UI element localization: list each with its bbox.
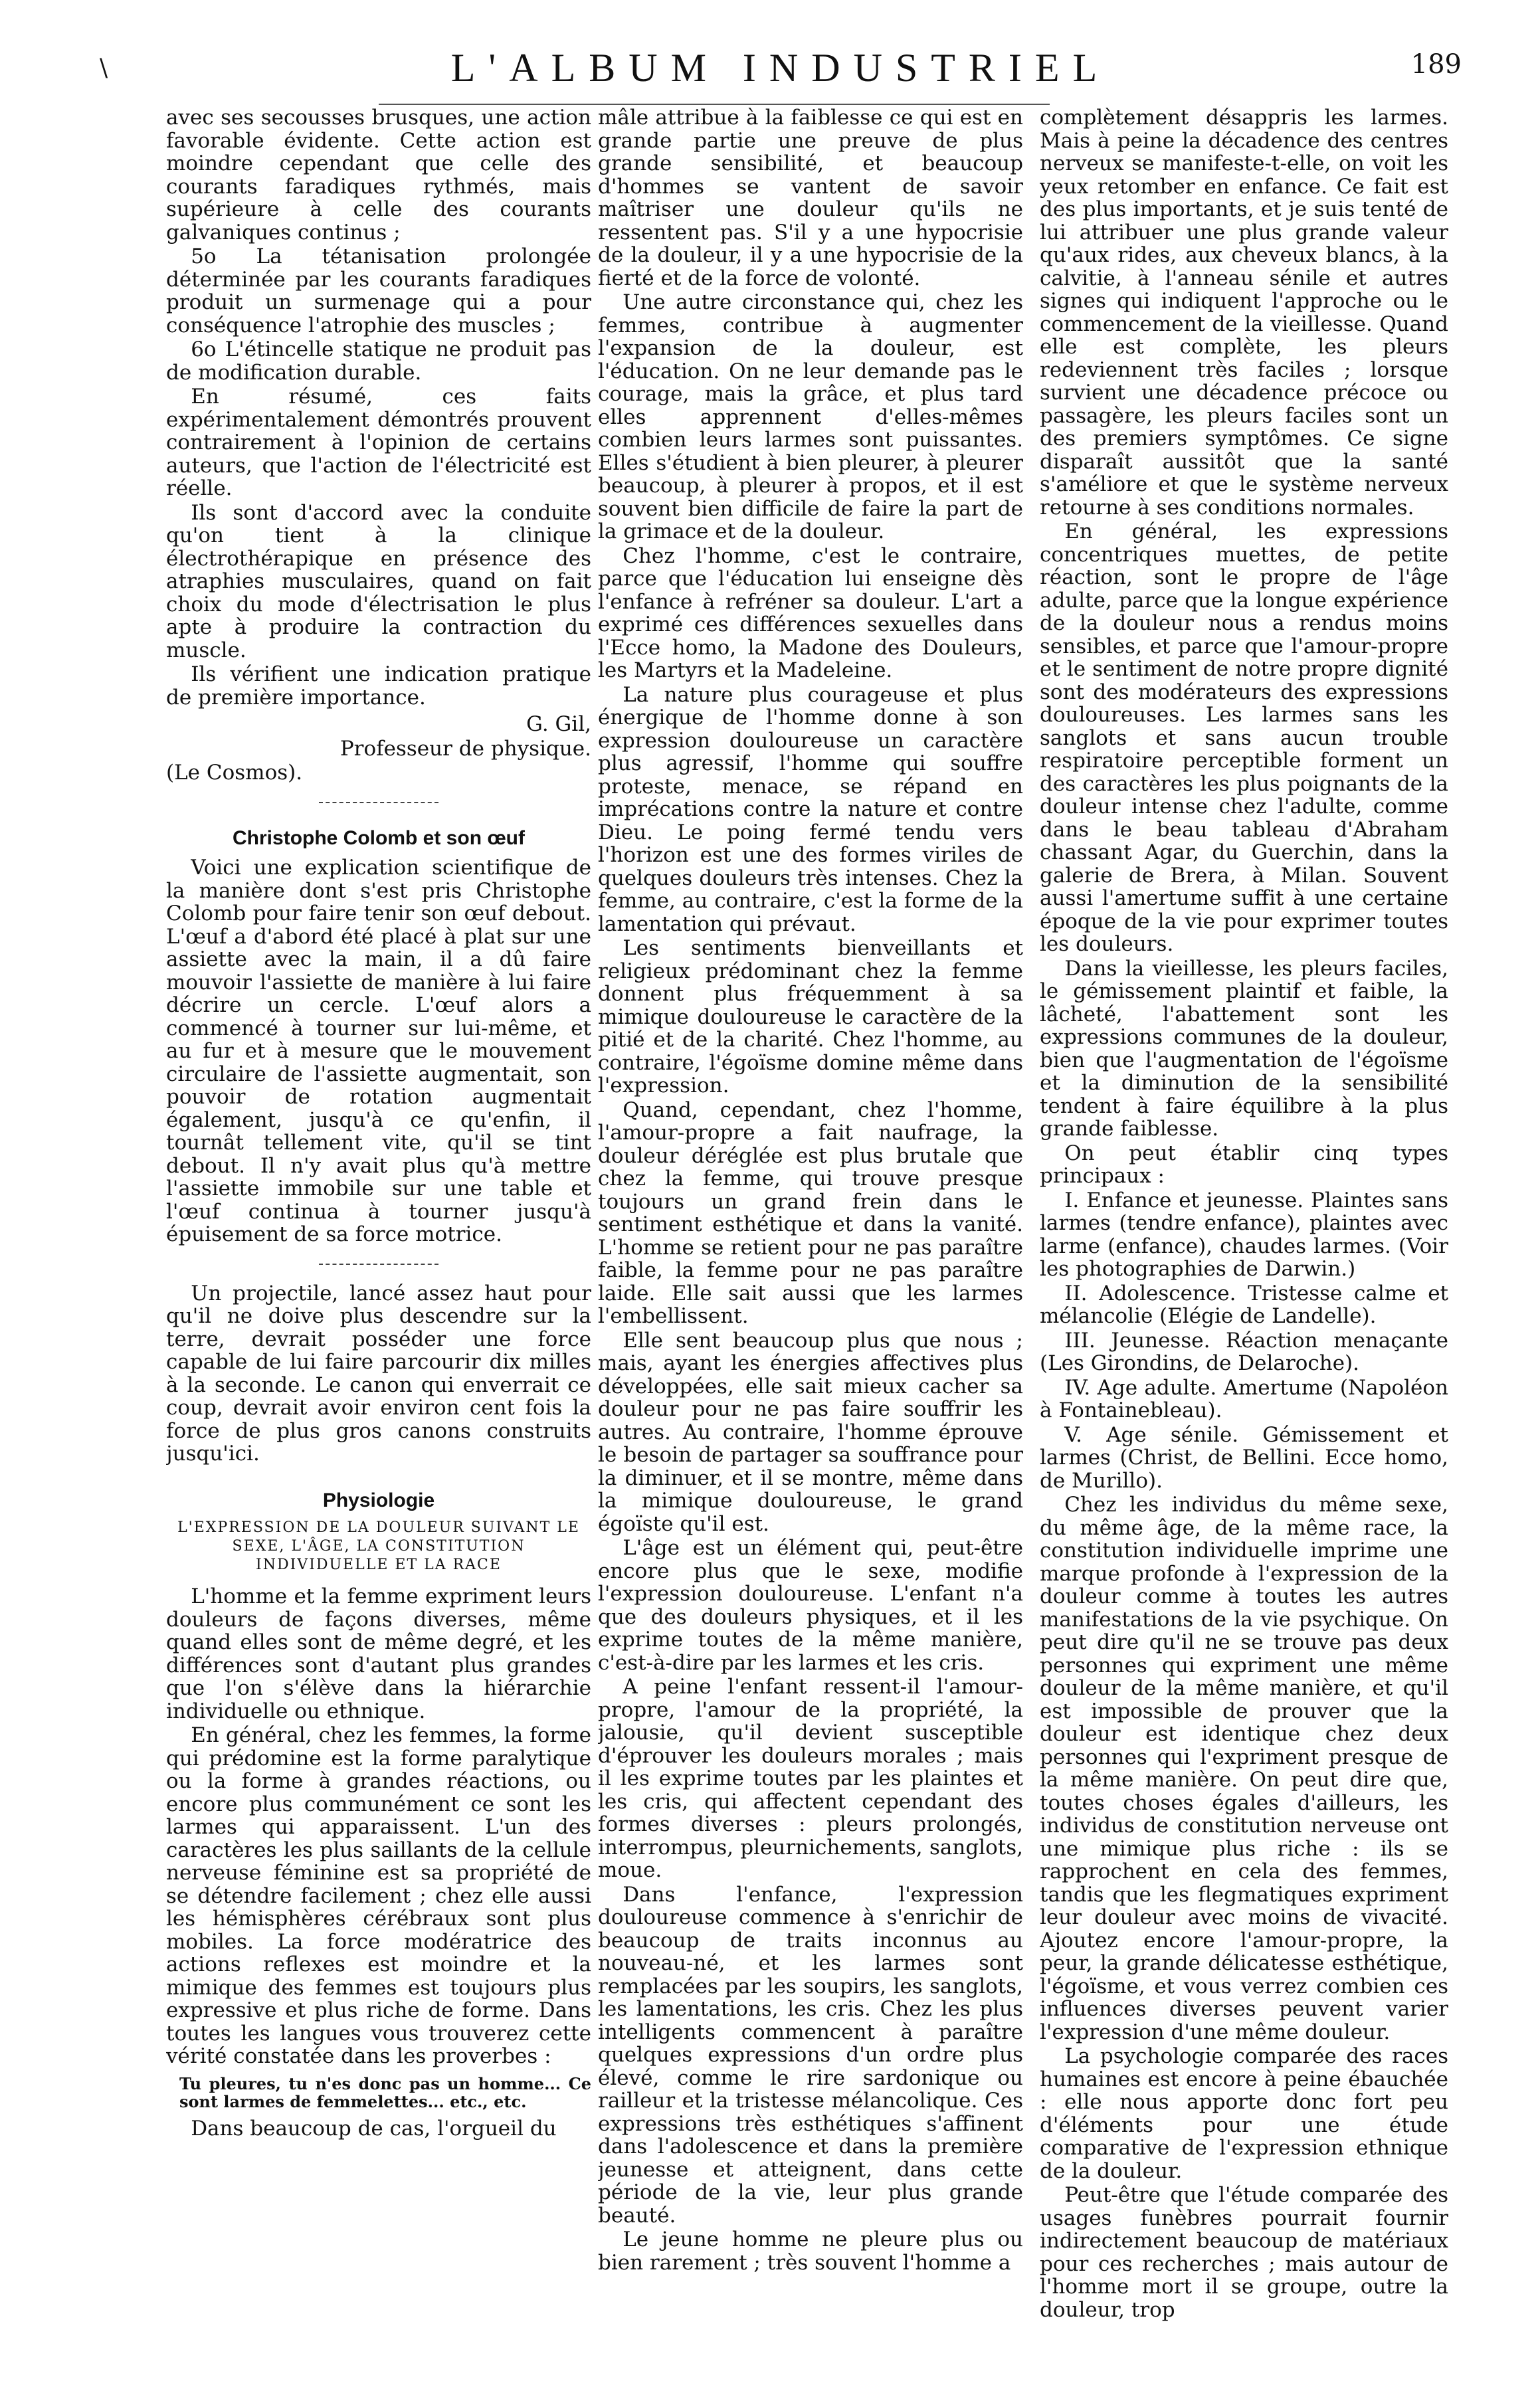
paragraph: La nature plus courageuse et plus énergique de l'homme donne à son expression douloureuse un caractère plus agressif, l'homme qui souffre proteste, menace, se répand en imprécations contre la nature et contre Dieu. Le poing fermé tendu vers l'horizon est une des formes viriles de quelques douleurs très intenses. Chez la femme, au contraire, c'est la forme de la lamentation qui prévaut. [598,682,1023,936]
source-citation: (Le Cosmos). [166,761,303,785]
page-number: 189 [1410,49,1462,80]
paragraph: En résumé, ces faits expérimentalement démontrés prouvent contrairement à l'opinion de certains auteurs, que l'action de l'électricité est réelle. [166,385,591,500]
signature-title: Professeur de physique. [339,736,591,761]
paragraph: Elle sent beaucoup plus que nous ; mais, ayant les énergies affectives plus développées, elle sait mieux cacher sa douleur pour ne pas faire souffrir les autres. Au contraire, l'homme éprouve le besoin de partager sa souffrance pour la diminuer, et il se montre, même dans la mimique douloureuse, le grand égoïste qu'il est. [598,1328,1023,1536]
paragraph: En général, chez les femmes, la forme qui prédomine est la forme paralytique ou la forme à grandes réactions, ou encore plus communément ce sont les larmes qui apparaissent. L'un des caractères les plus saillants de la cellule nerveuse féminine est sa propriété de se détendre facilement ; chez elle aussi les hémisphères cérébraux sont plus mobiles. La force modératrice des actions reflexes est moindre et la mimique des femmes est toujours plus expressive et plus riche de forme. Dans toutes les langues vous trouverez cette vérité constatée dans les proverbes : [166,1723,591,2068]
paragraph: Peut-être que l'étude comparée des usages funèbres pourrait fournir indirectement beaucoup de matériaux pour ces recherches ; mais autour de l'homme mort il se groupe, outre la douleur, trop [1040,2183,1448,2322]
list-item: V. Age sénile. Gémissement et larmes (Christ, de Bellini. Ecce homo, de Murillo). [1040,1422,1448,1493]
signature: G. Gil, [526,712,591,736]
paragraph: Dans l'enfance, l'expression douloureuse commence à s'enrichir de beaucoup de traits inconnus au nouveau-né, et les larmes sont remplacées par les soupirs, les sanglots, les lamentations, les cris. Chez les plus intelligents commencent à paraître quelques expressions d'un ordre plus élevé, comme le rire sardonique ou railleur et la tristesse mélancolique. Ces expressions très esthétiques s'affinent dans l'adolescence et dans la première jeunesse et atteignent, dans cette période de la vie, leur plus grande beauté. [598,1882,1023,2228]
paragraph: avec ses secousses brusques, une action favorable évidente. Cette action est moindre cependant que celle des courants faradiques rythmés, mais supérieure à celle des courants galvaniques continus ; [166,106,591,244]
column-3 [1040,106,1448,2358]
column-1 [166,106,591,2358]
header-rule [379,104,1050,105]
paragraph: Chez l'homme, c'est le contraire, parce que l'éducation lui enseigne dès l'enfance à refréner sa douleur. L'art a exprimé ces différences sexuelles dans l'Ecce homo, la Madone des Douleurs, les Martyrs et la Madeleine. [598,543,1023,682]
list-item: II. Adolescence. Tristesse calme et mélancolie (Elégie de Landelle). [1040,1281,1448,1328]
paragraph: Un projectile, lancé assez haut pour qu'il ne doive plus descendre sur la terre, devrait posséder une force capable de lui faire parcourir dix milles à la seconde. Le canon qui enverrait ce coup, devrait avoir environ cent fois la force de plus gros canons construits jusqu'ici. [166,1281,591,1466]
section-subtitle: L'EXPRESSION DE LA DOULEUR SUIVANT LE SEXE, L'ÂGE, LA CONSTITUTION INDIVIDUELLE ET LA RACE [177,1519,580,1573]
paragraph: Quand, cependant, chez l'homme, l'amour-propre a fait naufrage, la douleur déréglée est plus brutale que chez la femme, qui trouve presque toujours un grand frein dans le sentiment esthétique et dans la vanité. L'homme se retient pour ne pas paraître faible, la femme pour ne pas paraître laide. Elle sait aussi que les larmes l'embellissent. [598,1097,1023,1328]
journal-title: L'ALBUM INDUSTRIEL [450,46,1111,90]
list-item: I. Enfance et jeunesse. Plaintes sans larmes (tendre enfance), plaintes avec larme (enfance), chaudes larmes. (Voir les photographies de Darwin.) [1040,1188,1448,1281]
page-header [100,32,1462,98]
column-2 [598,106,1023,2358]
section-divider [319,802,438,803]
section-title-physiologie: Physiologie [322,1489,435,1511]
header-mark: \ [100,54,108,82]
paragraph: On peut établir cinq types principaux : [1040,1141,1448,1188]
list-item: IV. Age adulte. Amertume (Napoléon à Fontainebleau). [1040,1375,1448,1422]
paragraph: En général, les expressions concentriques muettes, de petite réaction, sont le propre de l'âge adulte, parce que la longue expérience de la douleur nous a rendus moins sensibles, et parce que l'amour-propre et le sentiment de notre propre dignité sont des modérateurs des expressions douloureuses. Les larmes sans les sanglots et sans aucun trouble respiratoire perceptible forment un des caractères les plus poignants de la douleur intense chez l'adulte, comme dans le beau tableau d'Abraham chassant Agar, du Guerchin, dans la galerie de Brera, à Milan. Souvent aussi l'amertume suffit à une certaine époque de la vie pour exprimer toutes les douleurs. [1040,520,1448,956]
paragraph: Une autre circonstance qui, chez les femmes, contribue à augmenter l'expansion de la douleur, est l'éducation. On ne leur demande pas le courage, mais la grâce, et plus tard elles apprennent d'elles-mêmes combien leurs larmes sont puissantes. Elles s'étudient à bien pleurer, à pleurer beaucoup, à pleurer à propos, et il est souvent bien difficile de faire la part de la grimace et de la douleur. [598,290,1023,543]
paragraph: Le jeune homme ne pleure plus ou bien rarement ; très souvent l'homme a [598,2228,1023,2275]
paragraph: L'âge est un élément qui, peut-être encore plus que le sexe, modifie l'expression douloureuse. L'enfant n'a que des douleurs physiques, et il les exprime toutes de la même manière, c'est-à-dire par les larmes et les cris. [598,1536,1023,1675]
paragraph: Chez les individus du même sexe, du même âge, de la même race, la constitution individuelle imprime une marque profonde à l'expression de la douleur comme à toutes les autres manifestations de la vie psychique. On peut dire qu'il ne se trouve pas deux personnes qui expriment une même douleur de la même manière, et qu'il est impossible de prouver que la douleur est identique chez deux personnes qui l'expriment presque de la même manière. On peut dire que, toutes choses égales d'ailleurs, les individus de constitution nerveuse ont une mimique plus riche : ils se rapprochent en cela des femmes, tandis que les flegmatiques expriment leur douleur avec moins de vivacité. Ajoutez encore l'amour-propre, la peur, la grande délicatesse esthétique, l'égoïsme, et vous verrez combien ces influences diverses peuvent varier l'expression d'une même douleur. [1040,1493,1448,2044]
paragraph: Dans beaucoup de cas, l'orgueil du [191,2116,557,2141]
paragraph: 5o La tétanisation prolongée déterminée par les courants faradiques produit un surmenage qui a pour conséquence l'atrophie des muscles ; [166,244,591,337]
paragraph: Voici une explication scientifique de la manière dont s'est pris Christophe Colomb pour faire tenir son œuf debout. L'œuf a d'abord été placé à plat sur une assiette avec la main, il a dû faire mouvoir l'assiette de manière à lui faire décrire un cercle. L'œuf alors a commencé à tourner sur lui-même, et au fur et à mesure que le mouvement circulaire de l'assiette augmentait, son pouvoir de rotation augmentait également, jusqu'à ce qu'enfin, il tournât tellement vite, qu'il se tint debout. Il n'y avait plus qu'à mettre l'assiette immobile sur une table et l'œuf continua à tourner jusqu'à épuisement de sa force motrice. [166,856,591,1246]
paragraph: Ils vérifient une indication pratique de première importance. [166,662,591,710]
paragraph: complètement désappris les larmes. Mais à peine la décadence des centres nerveux se manifeste-t-elle, on voit les yeux retomber en enfance. Ce fait est des plus importants, et je suis tenté de lui attribuer une plus grande valeur qu'aux rides, aux cheveux blancs, à la calvitie, à l'anneau sénile et autres signes qui indiquent l'approche ou le commencement de la vieillesse. Quand elle est complète, les pleurs redeviennent très faciles ; lorsque survient une décadence précoce ou passagère, les pleurs faciles sont un des premiers symptômes. Ce signe disparaît aussitôt que la santé s'améliore et que le système nerveux retourne à ses conditions normales. [1040,106,1448,520]
paragraph: A peine l'enfant ressent-il l'amour-propre, l'amour de la propriété, la jalousie, qu'il devient susceptible d'éprouver les douleurs morales ; mais il les exprime toutes par les plaintes et les cris, qui affectent cependant des formes diverses : pleurs prolongés, interrompus, pleurnichements, sanglots, moue. [598,1675,1023,1882]
paragraph: Ils sont d'accord avec la conduite qu'on tient à la clinique électrothérapique en présence des atraphies musculaires, quand on fait choix du mode d'électrisation le plus apte à produire la contraction du muscle. [166,500,591,662]
paragraph: Dans la vieillesse, les pleurs faciles, le gémissement plaintif et faible, la lâcheté, l'abattement sont les expressions communes de la douleur, bien que l'augmentation de l'égoïsme et la diminution de la sensibilité tendent à faire équilibre à la plus grande faiblesse. [1040,956,1448,1141]
paragraph: L'homme et la femme expriment leurs douleurs de façons diverses, même quand elles sont de même degré, et les différences sont d'autant plus grandes que l'on s'élève dans la hiérarchie individuelle ou ethnique. [166,1584,591,1723]
proverb-quote: Tu pleures, tu n'es donc pas un homme... Ce sont larmes de femmelettes... etc., etc. [179,2073,591,2111]
section-divider [319,1264,438,1265]
paragraph: La psychologie comparée des races humaines est encore à peine ébauchée : elle nous apporte donc fort peu d'éléments pour une étude comparative de l'expression ethnique de la douleur. [1040,2044,1448,2183]
list-item: III. Jeunesse. Réaction menaçante (Les Girondins, de Delaroche). [1040,1328,1448,1375]
paragraph: Les sentiments bienveillants et religieux prédominant chez la femme donnent plus fréquemment à sa mimique douloureuse le caractère de la pitié et de la charité. Chez l'homme, au contraire, l'égoïsme domine même dans l'expression. [598,936,1023,1097]
paragraph: mâle attribue à la faiblesse ce qui est en grande partie une preuve de plus grande sensibilité, et beaucoup d'hommes se vantent de savoir maîtriser une douleur qu'ils ne ressentent pas. S'il y a une hypocrisie de la douleur, il y a une hypocrisie de la fierté et de la force de volonté. [598,106,1023,290]
section-title-colomb: Christophe Colomb et son œuf [233,826,525,849]
paragraph: 6o L'étincelle statique ne produit pas de modification durable. [166,337,591,385]
